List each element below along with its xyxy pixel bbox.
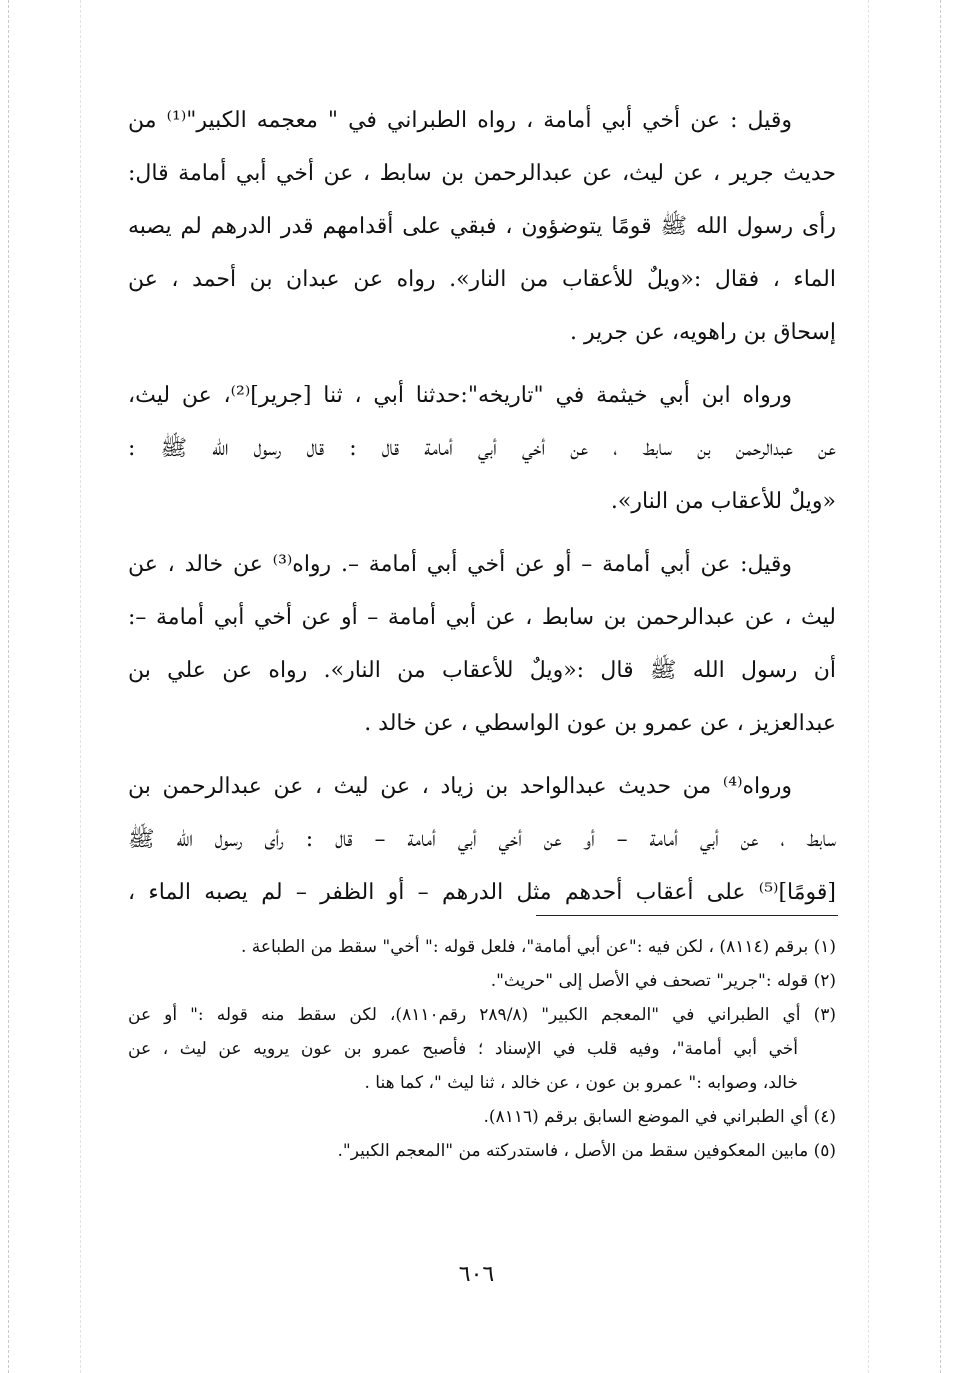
- footnote-separator: [536, 915, 838, 916]
- footnotes: [128, 930, 836, 1168]
- text-line: ورواه⁽⁴⁾ من حديث عبدالواحد بن زياد ، عن ليث ، عن عبدالرحمن بن: [128, 774, 792, 799]
- text-line: إسحاق بن راهويه، عن جرير .: [570, 320, 836, 345]
- text-line: ليث ، عن عبدالرحمن بن سابط ، عن أبي أمامة – أو عن أخي أبي أمامة –:: [128, 605, 836, 630]
- page-number: ٦٠٦: [458, 1262, 495, 1287]
- text-line: أن رسول الله ﷺ قال :«ويلٌ للأعقاب من النار». رواه عن علي بن: [128, 658, 836, 683]
- footnote-continuation: خالد، وصوابه :" عمرو بن عون ، عن خالد ، ثنا ليث "، كما هنا .: [364, 1073, 798, 1093]
- main-text: [128, 94, 836, 929]
- footnote-continuation: أخي أبي أمامة"، وفيه قلب في الإسناد ؛ فأصبح عمرو بن عون يرويه عن ليث ، عن: [128, 1039, 798, 1059]
- text-line: عن عبدالرحمن بن سابط ، عن أخي أبي أمامة قال : قال رسول الله ﷺ :: [128, 436, 836, 461]
- scan-edge-mark: [868, 0, 869, 1373]
- footnote: (٢) قوله :"جرير" تصحف في الأصل إلى "حريث".: [490, 971, 836, 991]
- paragraph: [128, 94, 836, 359]
- scan-edge-mark: [80, 0, 81, 1373]
- paragraph: [128, 538, 836, 750]
- text-line: «ويلٌ للأعقاب من النار».: [610, 489, 836, 514]
- paragraph: [128, 760, 836, 919]
- text-line: رأى رسول الله ﷺ قومًا يتوضؤون ، فبقي على أقدامهم قدر الدرهم لم يصبه: [128, 214, 836, 239]
- text-line: ورواه ابن أبي خيثمة في "تاريخه":حدثنا أبي ، ثنا [جرير]⁽²⁾، عن ليث،: [128, 383, 792, 408]
- text-line: وقيل: عن أبي أمامة – أو عن أخي أبي أمامة –. رواه⁽³⁾ عن خالد ، عن: [128, 552, 792, 577]
- text-line: الماء ، فقال :«ويلٌ للأعقاب من النار». رواه عن عبدان بن أحمد ، عن: [128, 267, 836, 292]
- footnote: (٣) أي الطبراني في "المعجم الكبير" (٢٨٩/٨ رقم٨١١٠)، لكن سقط منه قوله :" أو عن: [128, 1005, 836, 1025]
- footnote: (٤) أي الطبراني في الموضع السابق برقم (٨١١٦).: [483, 1107, 836, 1127]
- scan-edge-mark: [8, 0, 9, 1373]
- scan-edge-mark: [940, 0, 941, 1373]
- paragraph: [128, 369, 836, 528]
- footnote: (٥) مابين المعكوفين سقط من الأصل ، فاستدركته من "المعجم الكبير".: [337, 1141, 836, 1161]
- text-line: حديث جرير ، عن ليث، عن عبدالرحمن بن سابط ، عن أخي أبي أمامة قال:: [128, 161, 836, 186]
- text-line: وقيل : عن أخي أبي أمامة ، رواه الطبراني في " معجمه الكبير"⁽¹⁾ من: [128, 108, 792, 133]
- text-line: سابط ، عن أبي أمامة – أو عن أخي أبي أمامة – قال : رأى رسول الله ﷺ: [128, 827, 836, 852]
- text-line: عبدالعزيز ، عن عمرو بن عون الواسطي ، عن خالد .: [364, 711, 836, 736]
- text-line: [قومًا]⁽⁵⁾ على أعقاب أحدهم مثل الدرهم – أو الظفر – لم يصبه الماء ،: [128, 880, 836, 905]
- footnote: (١) برقم (٨١١٤) ، لكن فيه :"عن أبي أمامة"، فلعل قوله :" أخي" سقط من الطباعة .: [240, 937, 836, 957]
